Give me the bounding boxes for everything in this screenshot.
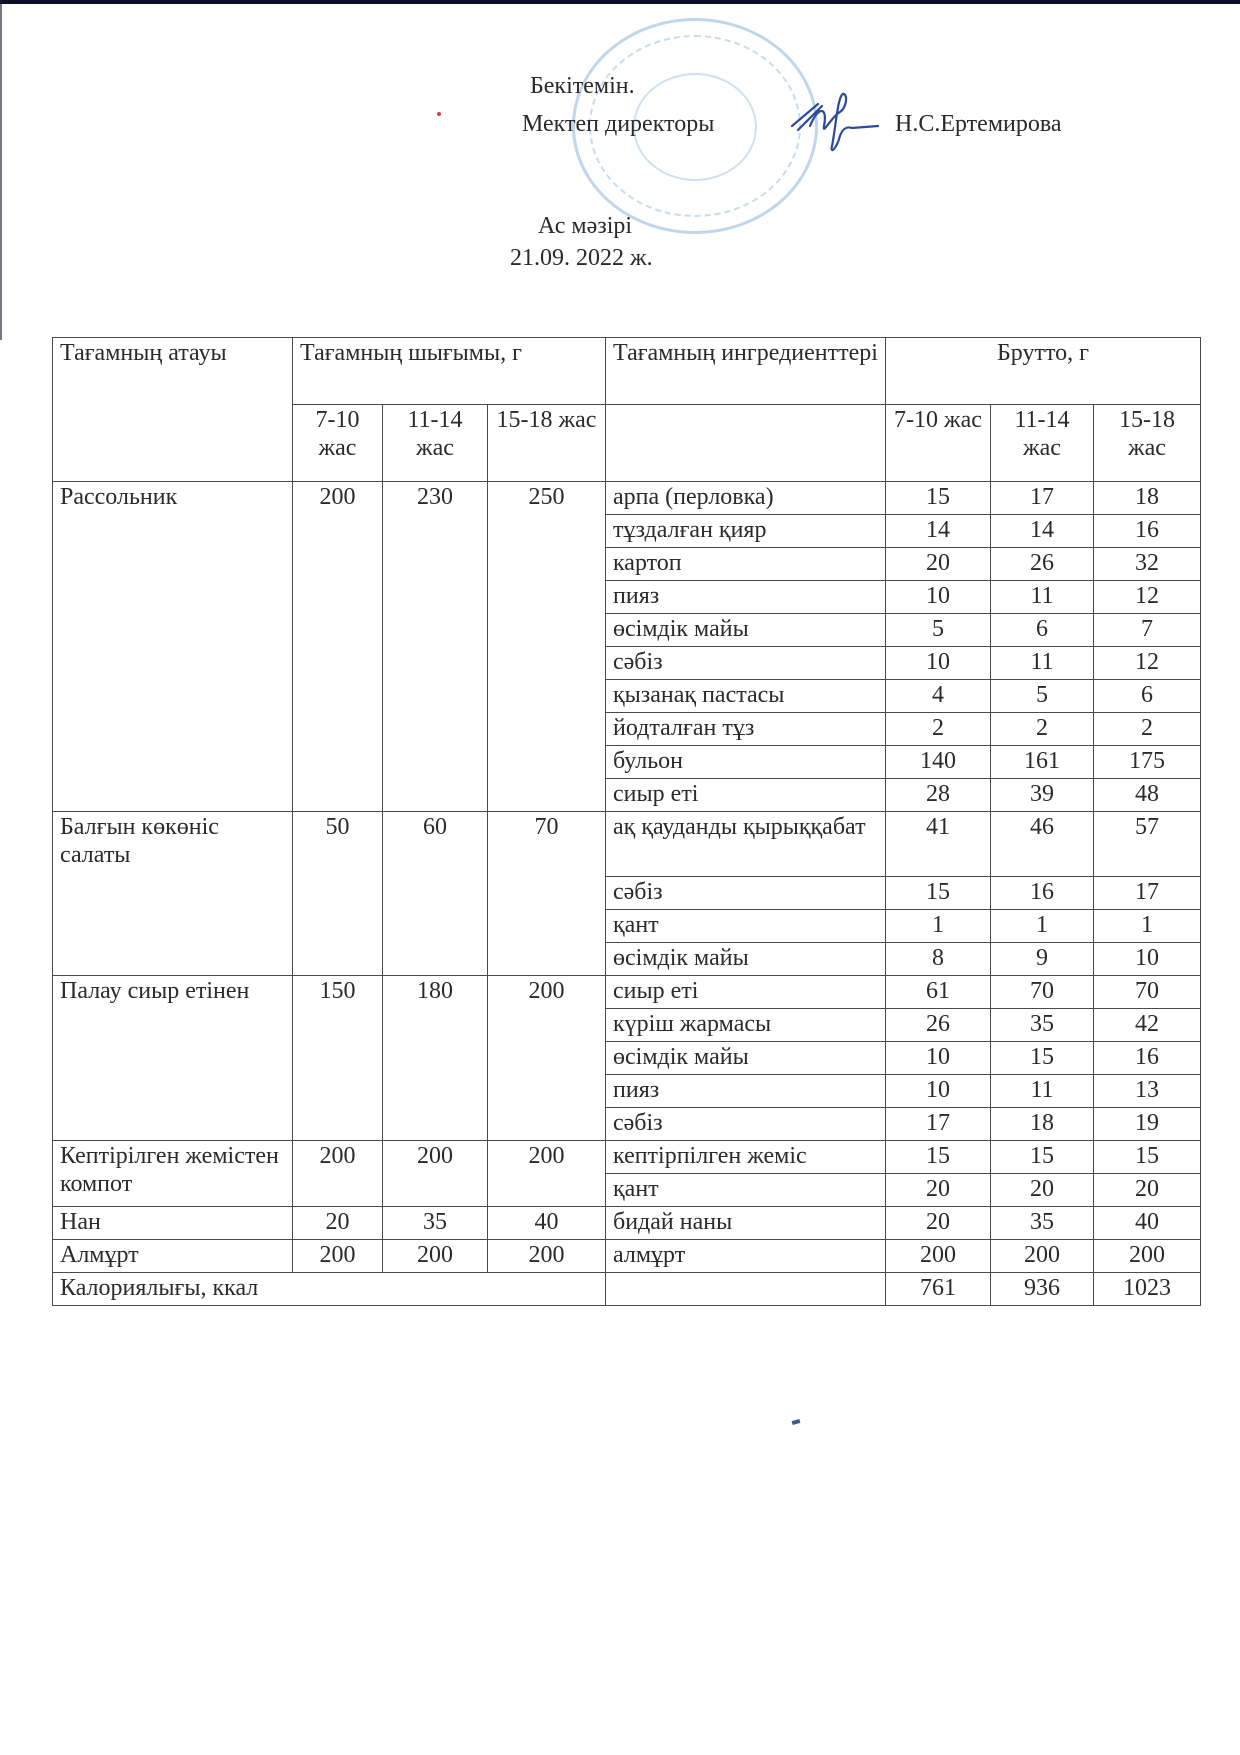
ingredient-brutto: 41 [886, 812, 991, 877]
ingredient-brutto: 200 [991, 1240, 1094, 1273]
header-brutto-age-7-10: 7-10 жас [886, 405, 991, 482]
ingredient-brutto: 40 [1094, 1207, 1201, 1240]
ingredient-brutto: 11 [991, 581, 1094, 614]
ingredient-name: сәбіз [606, 647, 886, 680]
ingredient-brutto: 140 [886, 746, 991, 779]
ingredient-name: сәбіз [606, 1108, 886, 1141]
ingredient-brutto: 15 [1094, 1141, 1201, 1174]
ingredient-brutto: 5 [886, 614, 991, 647]
ingredient-brutto: 17 [886, 1108, 991, 1141]
ingredient-brutto: 16 [1094, 515, 1201, 548]
ingredient-brutto: 175 [1094, 746, 1201, 779]
dish-yield: 180 [383, 976, 488, 1141]
ingredient-brutto: 46 [991, 812, 1094, 877]
ingredient-name: сәбіз [606, 877, 886, 910]
table-row [53, 812, 1201, 877]
ingredient-name: пияз [606, 581, 886, 614]
ingredient-brutto: 20 [991, 1174, 1094, 1207]
header-dish-name: Тағамның атауы [53, 338, 293, 482]
header-yield-age-11-14: 11-14 жас [383, 405, 488, 482]
ingredient-brutto: 20 [886, 548, 991, 581]
table-row [53, 1207, 1201, 1240]
ingredient-brutto: 1 [991, 910, 1094, 943]
ingredient-brutto: 2 [1094, 713, 1201, 746]
dish-yield: 250 [488, 482, 606, 812]
ingredient-brutto: 8 [886, 943, 991, 976]
ingredient-brutto: 16 [1094, 1042, 1201, 1075]
ingredient-brutto: 70 [991, 976, 1094, 1009]
ingredient-brutto: 1 [886, 910, 991, 943]
dish-yield: 200 [293, 1240, 383, 1273]
ingredient-name: тұздалған қияр [606, 515, 886, 548]
menu-date: 21.09. 2022 ж. [510, 245, 653, 271]
dish-yield: 200 [383, 1240, 488, 1273]
ingredient-brutto: 12 [1094, 581, 1201, 614]
ingredient-name: картоп [606, 548, 886, 581]
ingredient-brutto: 10 [1094, 943, 1201, 976]
dish-yield: 35 [383, 1207, 488, 1240]
ingredient-brutto: 10 [886, 1042, 991, 1075]
header-brutto-age-11-14: 11-14 жас [991, 405, 1094, 482]
dish-yield: 230 [383, 482, 488, 812]
ingredient-brutto: 4 [886, 680, 991, 713]
ingredient-brutto: 20 [1094, 1174, 1201, 1207]
dish-yield: 200 [293, 482, 383, 812]
header-brutto: Брутто, г [886, 338, 1201, 405]
ingredient-name: өсімдік майы [606, 943, 886, 976]
dish-yield: 50 [293, 812, 383, 976]
ingredient-brutto: 20 [886, 1174, 991, 1207]
dish-name: Кептірілген жемістен компот [53, 1141, 293, 1207]
ingredient-brutto: 57 [1094, 812, 1201, 877]
scan-top-edge [0, 0, 1240, 4]
dish-yield: 40 [488, 1207, 606, 1240]
table-row [53, 1141, 1201, 1174]
ingredient-name: алмұрт [606, 1240, 886, 1273]
ingredient-name: бульон [606, 746, 886, 779]
dish-name: Алмұрт [53, 1240, 293, 1273]
ingredient-brutto: 42 [1094, 1009, 1201, 1042]
ingredient-brutto: 161 [991, 746, 1094, 779]
ingredient-brutto: 2 [991, 713, 1094, 746]
dish-yield: 200 [383, 1141, 488, 1207]
calories-blank [606, 1273, 886, 1306]
dish-yield: 200 [488, 976, 606, 1141]
ingredient-name: арпа (перловка) [606, 482, 886, 515]
dish-name: Нан [53, 1207, 293, 1240]
ingredient-brutto: 18 [991, 1108, 1094, 1141]
ingredient-name: қант [606, 1174, 886, 1207]
header-ingredients-blank [606, 405, 886, 482]
ingredient-brutto: 7 [1094, 614, 1201, 647]
table-row [53, 1240, 1201, 1273]
ingredient-brutto: 14 [991, 515, 1094, 548]
table-row [53, 482, 1201, 515]
ingredient-brutto: 70 [1094, 976, 1201, 1009]
ink-dot [437, 112, 441, 116]
header-brutto-age-15-18: 15-18 жас [1094, 405, 1201, 482]
ingredient-brutto: 5 [991, 680, 1094, 713]
ingredient-name: ақ қауданды қырыққабат [606, 812, 886, 877]
director-name: Н.С.Ертемирова [895, 111, 1062, 137]
calories-value: 1023 [1094, 1273, 1201, 1306]
calories-row [53, 1273, 1201, 1306]
header-yield-age-15-18: 15-18 жас [488, 405, 606, 482]
ingredient-name: йодталған тұз [606, 713, 886, 746]
dish-name: Палау сиыр етінен [53, 976, 293, 1141]
dish-yield: 150 [293, 976, 383, 1141]
header-ingredients: Тағамның ингредиенттері [606, 338, 886, 405]
dish-yield: 20 [293, 1207, 383, 1240]
ingredient-name: өсімдік майы [606, 614, 886, 647]
ingredient-brutto: 11 [991, 1075, 1094, 1108]
ingredient-brutto: 15 [991, 1042, 1094, 1075]
ingredient-brutto: 6 [1094, 680, 1201, 713]
dish-name: Рассольник [53, 482, 293, 812]
ingredient-brutto: 17 [991, 482, 1094, 515]
ingredient-brutto: 9 [991, 943, 1094, 976]
ingredient-name: бидай наны [606, 1207, 886, 1240]
approval-label: Бекітемін. [530, 73, 635, 99]
ingredient-brutto: 35 [991, 1009, 1094, 1042]
ingredient-brutto: 10 [886, 1075, 991, 1108]
header-yield: Тағамның шығымы, г [293, 338, 606, 405]
ingredient-brutto: 14 [886, 515, 991, 548]
ingredient-name: қызанақ пастасы [606, 680, 886, 713]
ingredient-brutto: 15 [886, 482, 991, 515]
ingredient-brutto: 28 [886, 779, 991, 812]
ingredient-brutto: 1 [1094, 910, 1201, 943]
calories-value: 761 [886, 1273, 991, 1306]
ingredient-name: сиыр еті [606, 779, 886, 812]
ingredient-brutto: 61 [886, 976, 991, 1009]
director-title: Мектеп директоры [522, 111, 715, 137]
ingredient-name: қант [606, 910, 886, 943]
ingredient-brutto: 10 [886, 581, 991, 614]
ingredient-brutto: 13 [1094, 1075, 1201, 1108]
dish-yield: 200 [488, 1141, 606, 1207]
ingredient-brutto: 16 [991, 877, 1094, 910]
ingredient-brutto: 15 [886, 877, 991, 910]
ingredient-brutto: 15 [886, 1141, 991, 1174]
dish-yield: 70 [488, 812, 606, 976]
ingredient-name: күріш жармасы [606, 1009, 886, 1042]
table-row [53, 976, 1201, 1009]
ingredient-brutto: 26 [886, 1009, 991, 1042]
dish-yield: 60 [383, 812, 488, 976]
ingredient-name: пияз [606, 1075, 886, 1108]
calories-label: Калориялығы, ккал [53, 1273, 606, 1306]
dish-yield: 200 [488, 1240, 606, 1273]
ingredient-name: сиыр еті [606, 976, 886, 1009]
ingredient-brutto: 2 [886, 713, 991, 746]
ingredient-brutto: 15 [991, 1141, 1094, 1174]
ingredient-brutto: 32 [1094, 548, 1201, 581]
ingredient-brutto: 20 [886, 1207, 991, 1240]
scan-left-edge [0, 0, 2, 340]
ingredient-brutto: 200 [886, 1240, 991, 1273]
ingredient-brutto: 11 [991, 647, 1094, 680]
menu-title: Ас мәзірі [538, 213, 633, 239]
ingredient-brutto: 35 [991, 1207, 1094, 1240]
ingredient-brutto: 26 [991, 548, 1094, 581]
ingredient-brutto: 6 [991, 614, 1094, 647]
ingredient-name: кептірпілген жеміс [606, 1141, 886, 1174]
ingredient-brutto: 18 [1094, 482, 1201, 515]
ingredient-brutto: 48 [1094, 779, 1201, 812]
ingredient-name: өсімдік майы [606, 1042, 886, 1075]
header-yield-age-7-10: 7-10 жас [293, 405, 383, 482]
header-row [53, 338, 1201, 405]
ingredient-brutto: 39 [991, 779, 1094, 812]
ingredient-brutto: 17 [1094, 877, 1201, 910]
ingredient-brutto: 12 [1094, 647, 1201, 680]
calories-value: 936 [991, 1273, 1094, 1306]
menu-table [52, 337, 1201, 1306]
signature-icon [788, 86, 888, 156]
ingredient-brutto: 200 [1094, 1240, 1201, 1273]
scan-mark [792, 1419, 801, 1425]
dish-yield: 200 [293, 1141, 383, 1207]
ingredient-brutto: 19 [1094, 1108, 1201, 1141]
dish-name: Балғын көкөніс салаты [53, 812, 293, 976]
ingredient-brutto: 10 [886, 647, 991, 680]
